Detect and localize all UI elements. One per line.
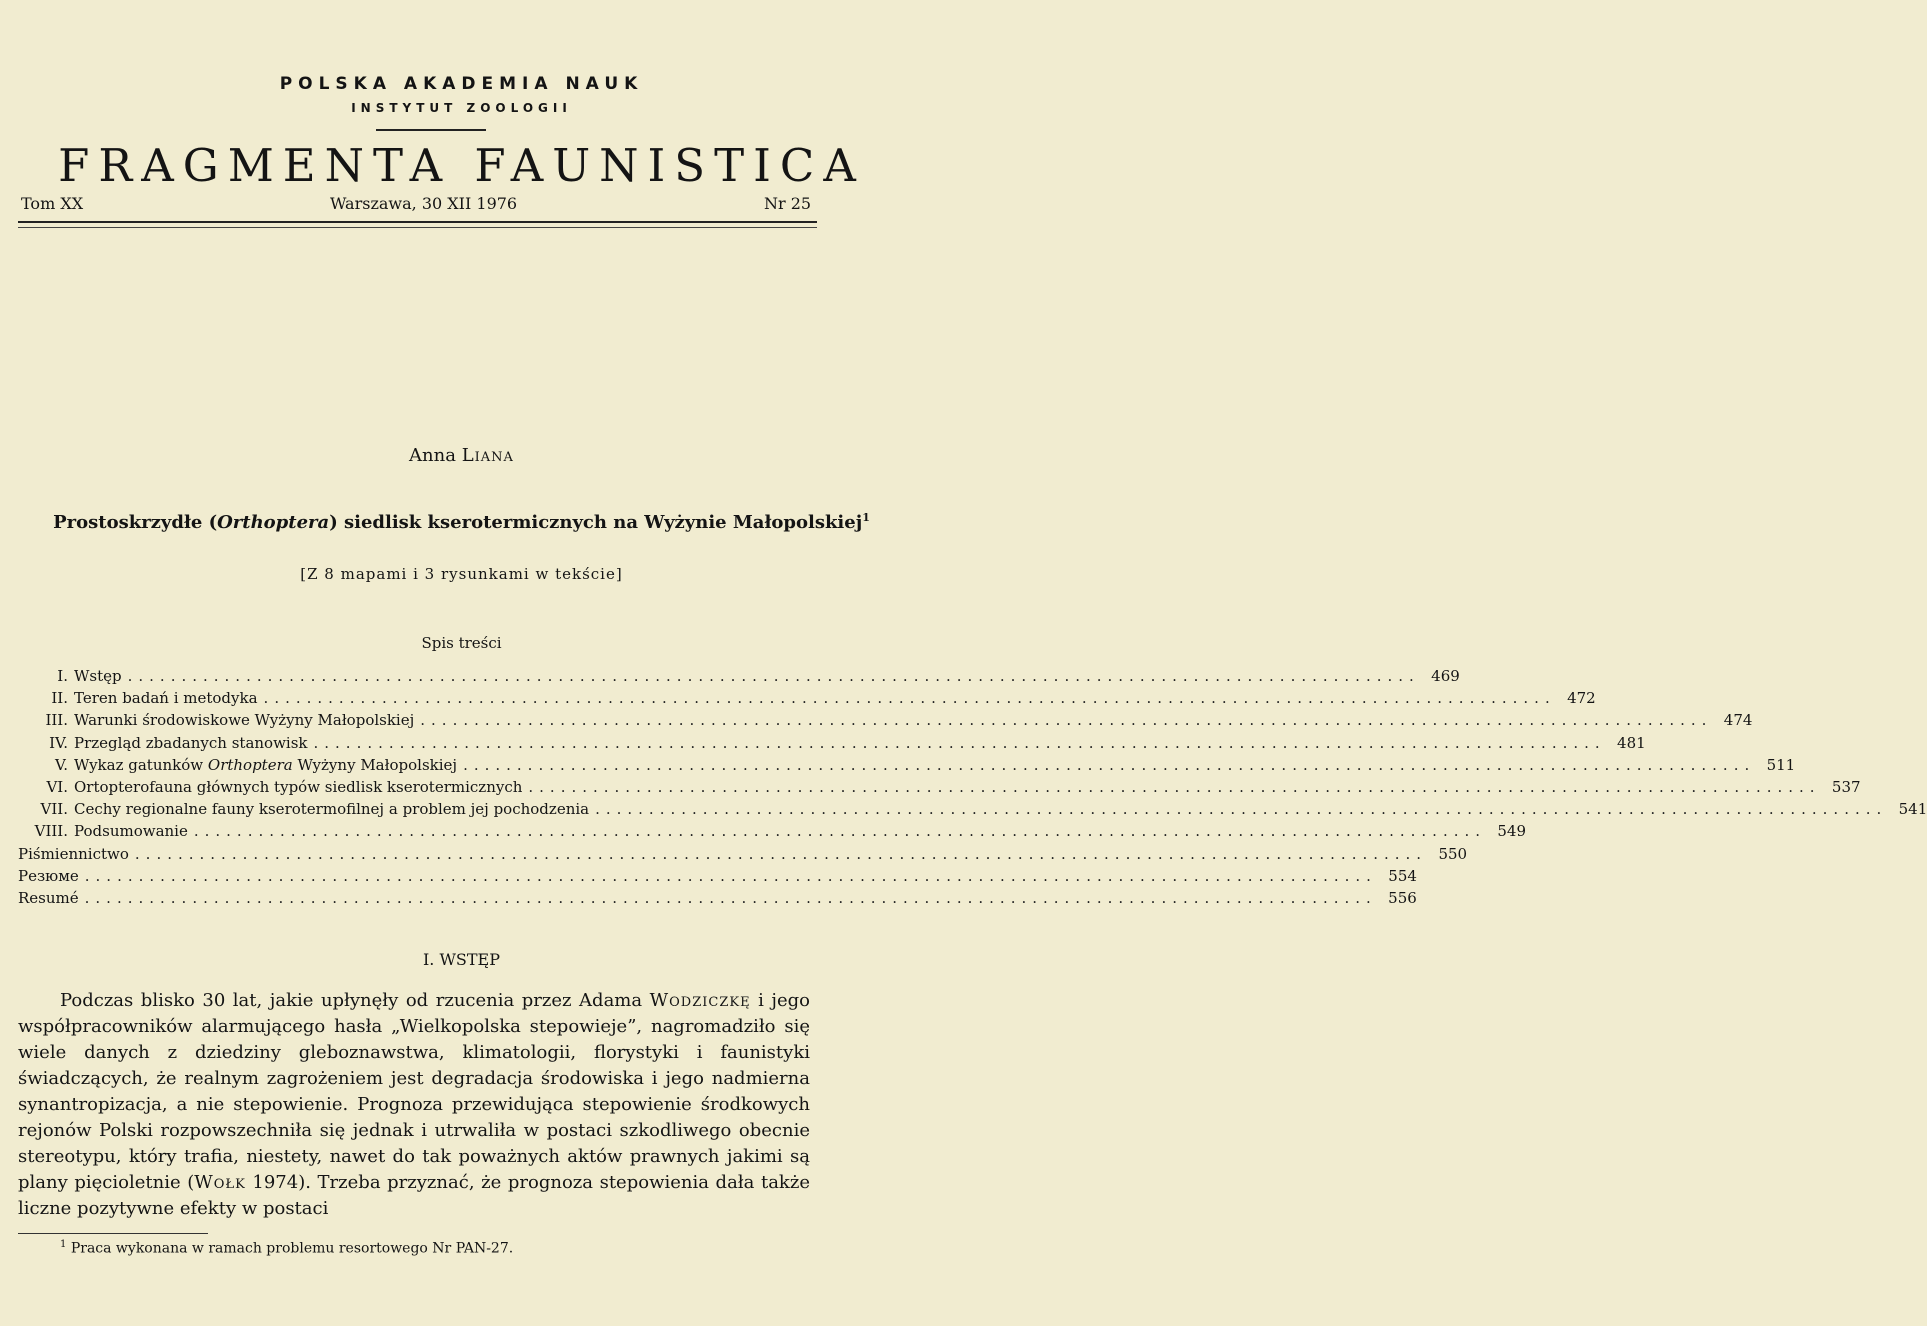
toc-leader-dots: ........................................................................................................................ xyxy=(463,755,1756,774)
table-of-contents xyxy=(18,667,1927,911)
toc-entry-label xyxy=(74,756,457,774)
toc-entry-7 xyxy=(18,800,1927,822)
author-last-name: Liana xyxy=(461,445,514,466)
toc-entry-label: Cechy regionalne fauny kserotermofilnej a problem jej pochodzenia xyxy=(74,800,590,819)
toc-leader-dots: ........................................................................................................................ xyxy=(84,866,1377,885)
maps-note: [Z 8 mapami i 3 rysunkami w tekście] xyxy=(300,565,623,583)
toc-label-taxon: Orthoptera xyxy=(207,755,293,774)
body-text-part: i jego współpracowników alarmującego hasła „Wielkopolska stepowieje”, nagromadziło się wiele danych z dziedziny gleboznawstwa, klimatologii, florystyki i faunistyki świadczących, że realnym zagrożeniem jest degradacja środowiska i jego nadmierna synantropizacja, a nie stepowienie. Prognoza przewidująca stepowienie środkowych rejonów Polski rozpowszechniła się jednak i utrwaliła w postaci szkodliwego obecnie stereotypu, który trafia, niestety, nawet do tak poważnych aktów prawnych jakimi są plany pięcioletnie ( xyxy=(18,990,810,1193)
journal-title: FRAGMENTA FAUNISTICA xyxy=(58,139,865,192)
toc-entry-number: II. xyxy=(51,689,68,708)
toc-entry-page: 481 xyxy=(1617,733,1646,752)
toc-entry-label: Wstęp xyxy=(74,667,122,685)
article-title-taxon: Orthoptera xyxy=(217,512,330,533)
article-title-post: ) siedlisk kserotermicznych na Wyżynie Małopolskiej xyxy=(329,512,863,533)
toc-entry-2 xyxy=(18,689,1596,711)
toc-entry-6 xyxy=(18,777,1861,800)
toc-entry-number: V. xyxy=(55,755,68,774)
footnote-text: Praca wykonana w ramach problemu resortowego Nr PAN-27. xyxy=(66,1240,514,1257)
issue-number: Nr 25 xyxy=(764,194,812,213)
footnote xyxy=(60,1239,513,1257)
toc-leader-dots: ........................................................................................................................ xyxy=(134,844,1428,863)
toc-entry-number: VIII. xyxy=(34,822,68,841)
toc-label-post: Wyżyny Małopolskiej xyxy=(292,755,458,774)
academy-name: POLSKA AKADEMIA NAUK xyxy=(279,74,644,94)
toc-leader-dots: ........................................................................................................................ xyxy=(127,667,1420,685)
author-first-name: Anna xyxy=(409,445,456,466)
header-divider xyxy=(376,129,486,131)
footnote-mark: 1 xyxy=(60,1239,67,1250)
toc-leader-dots: ........................................................................................................................ xyxy=(263,689,1556,708)
toc-entry-10 xyxy=(18,866,1417,889)
article-title-pre: Prostoskrzydłe ( xyxy=(53,512,218,533)
toc-entry-label: Piśmiennictwo xyxy=(18,844,129,863)
toc-entry-page: 550 xyxy=(1438,844,1468,863)
section-heading: I. WSTĘP xyxy=(422,950,500,969)
toc-entry-4 xyxy=(18,733,1646,756)
toc-entry-1 xyxy=(18,667,1460,689)
institute-name: INSTYTUT ZOOLOGII xyxy=(351,101,572,115)
volume-label: Tom XX xyxy=(21,194,84,213)
toc-entry-number: IV. xyxy=(49,733,68,752)
toc-entry-page: 549 xyxy=(1497,822,1527,841)
toc-title: Spis treści xyxy=(421,634,502,652)
toc-entry-page: 472 xyxy=(1567,689,1596,708)
cited-author-name: Wołk xyxy=(194,1172,246,1193)
toc-entry-9 xyxy=(18,844,1468,867)
toc-entry-3 xyxy=(18,711,1753,733)
place-date: Warszawa, 30 XII 1976 xyxy=(330,194,518,213)
toc-entry-11 xyxy=(18,888,1417,911)
toc-entry-label: Резюме xyxy=(18,866,79,885)
toc-leader-dots: ........................................................................................................................ xyxy=(313,733,1606,752)
toc-leader-dots: ........................................................................................................................ xyxy=(528,777,1821,796)
toc-entry-page: 537 xyxy=(1831,777,1861,796)
toc-leader-dots: ........................................................................................................................ xyxy=(420,711,1713,730)
toc-entry-page: 469 xyxy=(1431,667,1460,685)
toc-entry-number: III. xyxy=(45,711,68,730)
title-footnote-mark: 1 xyxy=(862,511,870,524)
toc-entry-page: 556 xyxy=(1388,888,1417,907)
toc-entry-label: Ortopterofauna głównych typów siedlisk kserotermicznych xyxy=(74,777,523,796)
toc-entry-page: 541 xyxy=(1898,800,1927,819)
toc-entry-page: 474 xyxy=(1723,711,1753,730)
toc-entry-5 xyxy=(18,755,1796,778)
toc-entry-number: VI. xyxy=(46,777,68,796)
toc-entry-page: 554 xyxy=(1388,866,1417,885)
body-text-part: Podczas blisko 30 lat, jakie upłynęły od rzucenia przez Adama xyxy=(60,990,650,1011)
body-text xyxy=(18,988,810,1222)
toc-entry-page: 511 xyxy=(1766,755,1796,774)
footnote-divider xyxy=(18,1233,208,1234)
toc-entry-label: Przegląd zbadanych stanowisk xyxy=(74,733,308,752)
cited-author-name: Wodziczkę xyxy=(649,990,751,1011)
toc-leader-dots: ........................................................................................................................ xyxy=(595,800,1888,819)
toc-entry-label: Teren badań i metodyka xyxy=(74,689,258,708)
toc-entry-label: Resumé xyxy=(18,888,79,907)
body-text-part: 1974). Trzeba przyznać, że prognoza stepowienia dała także liczne pozytywne efekty w postaci xyxy=(18,1172,810,1219)
toc-leader-dots: ........................................................................................................................ xyxy=(84,888,1377,907)
toc-entry-label: Podsumowanie xyxy=(74,822,188,841)
toc-entry-number: VII. xyxy=(40,800,68,819)
toc-leader-dots: ........................................................................................................................ xyxy=(193,822,1487,841)
article-author xyxy=(0,445,923,466)
toc-entry-8 xyxy=(18,822,1527,844)
toc-label-pre: Wykaz gatunków xyxy=(74,755,208,774)
header-rule-thin xyxy=(18,227,817,228)
toc-entry-label: Warunki środowiskowe Wyżyny Małopolskiej xyxy=(74,711,415,730)
header-rule-thick xyxy=(18,221,817,223)
article-title xyxy=(0,511,923,533)
toc-entry-number: I. xyxy=(57,667,68,685)
body-paragraph xyxy=(18,988,810,1222)
